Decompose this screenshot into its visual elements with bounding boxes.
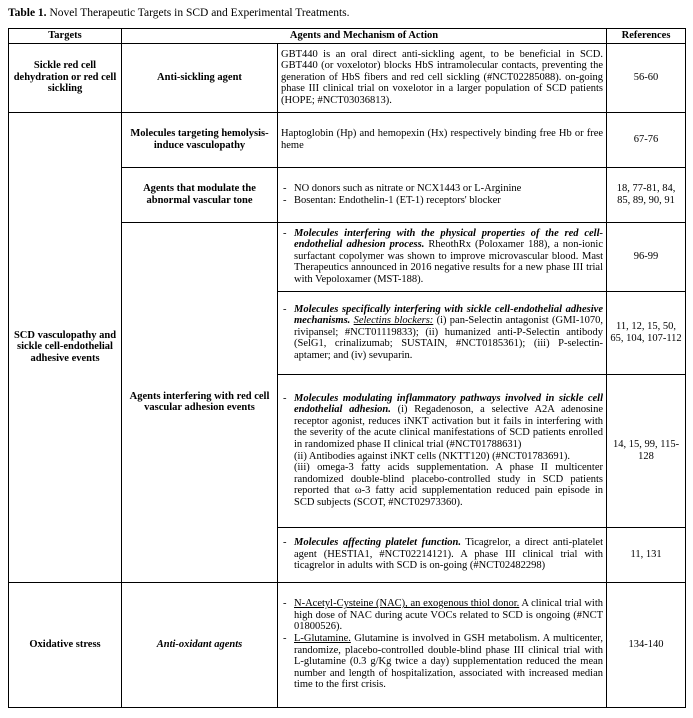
mechanism-lead: Molecules specifically interfering with sickle cell-endothelial adhesive mechanisms.	[294, 303, 604, 327]
list-dash: -	[283, 598, 287, 610]
references-cell: 56-60	[607, 43, 686, 112]
list-dash: -	[283, 392, 287, 404]
therapeutic-targets-table	[8, 28, 686, 708]
mechanism-cell	[278, 374, 607, 527]
references-cell: 134-140	[607, 582, 686, 707]
references-cell: 96-99	[607, 222, 686, 291]
list-dash: -	[283, 194, 287, 206]
mechanism-lead: N-Acetyl-Cysteine (NAC), an exogenous thiol donor.	[294, 598, 520, 610]
header-row	[9, 29, 686, 44]
mechanism-text: Glutamine is involved in GSH metabolism. A multicenter, randomize, placebo-controlled double-blind phase III clinical trial with L-glutamine (0.3 g/Kg twice a day) supplementation reduced the mean number and length of hospitalization, associated with increased median time to the first crisis.	[294, 633, 604, 691]
mechanism-cell	[278, 167, 607, 222]
list-item	[281, 195, 603, 207]
list-item-text: NO donors such as nitrate or NCX1443 or L-Arginine	[294, 183, 522, 194]
mechanism-lead: Molecules affecting platelet function.	[294, 537, 461, 549]
mechanism-cell	[278, 582, 607, 707]
list-item	[281, 393, 603, 509]
mechanism-text: (i) Regadenoson, a selective A2A adenosine receptor agonist, reduces iNKT activation but it fails in interfering with the severity of the acute clinical manifestations of SCD patients enrolled in randomized phase II clinical trial (#NCT01788631)	[294, 404, 604, 450]
table-row	[9, 582, 686, 707]
mechanism-text: A clinical trial with high dose of NAC during acute VOCs related to SCD is ongoing (#NCT 01800526).	[294, 598, 604, 633]
mechanism-text: (iii) omega-3 fatty acids supplementation. A phase II multicenter randomized double-blind placebo-controlled study in SCD patients reported that ω-3 fatty acid supplementation reduced pain episode in SCD subjects (SCOT, #NCT02973360).	[294, 462, 604, 508]
references-cell: 67-76	[607, 112, 686, 167]
list-item	[281, 183, 603, 195]
list-dash: -	[283, 633, 287, 644]
list-dash: -	[283, 303, 287, 315]
mechanism-lead: L-Glutamine.	[294, 633, 351, 644]
header-references: References	[607, 29, 686, 44]
table-caption	[8, 6, 350, 20]
mechanism-subhead: Selectins blockers:	[353, 315, 434, 327]
references-cell: 18, 77-81, 84, 85, 89, 90, 91	[607, 167, 686, 222]
list-item-text: Bosentan: Endothelin-1 (ET-1) receptors' blocker	[294, 194, 501, 206]
mechanism-cell	[278, 527, 607, 582]
mechanism-cell	[278, 222, 607, 291]
header-agents: Agents and Mechanism of Action	[122, 29, 607, 44]
mechanism-cell	[278, 291, 607, 374]
header-targets: Targets	[9, 29, 122, 44]
list-item	[281, 598, 603, 633]
references-cell: 11, 12, 15, 50, 65, 104, 107-112	[607, 291, 686, 374]
list-item	[281, 304, 603, 362]
list-dash: -	[283, 227, 287, 239]
mechanism-lead: Molecules interfering with the physical properties of the red cell-endothelial adhesion process.	[294, 227, 604, 251]
references-cell: 11, 131	[607, 527, 686, 582]
target-cell: Oxidative stress	[9, 582, 122, 707]
list-item	[281, 537, 603, 572]
agent-cell: Anti-oxidant agents	[122, 582, 278, 707]
mechanism-cell: GBT440 is an oral direct anti-sickling agent, to be beneficial in SCD. GBT440 (or voxelotor) blocks HbS intramolecular contacts, preventing the generation of HbS fibers and red cell sickling (#NCT02285088). on-going phase III clinical trial on voxelotor in a larger population of SCD patients (HOPE; #NCT03036813).	[278, 43, 607, 112]
mechanism-text: Ticagrelor, a direct anti-platelet agent (HESTIA1, #NCT02214121). A phase III clinical trial with ticagrelor in adults with SCD is on-going (#NCT02482298)	[294, 537, 604, 572]
mechanism-text: RheothRx (Poloxamer 188), a non-ionic surfactant copolymer was shown to improve microvascular blood. Mast Therapeutics announced in 2016 negative results for a new phase III trial with Vepoloxamer (MST-188).	[294, 239, 604, 285]
list-item	[281, 633, 603, 691]
agent-cell: Agents interfering with red cell vascular adhesion events	[122, 222, 278, 582]
list-dash: -	[283, 183, 287, 194]
list-dash: -	[283, 537, 287, 549]
table-row	[9, 43, 686, 112]
target-cell: SCD vasculopathy and sickle cell-endothelial adhesive events	[9, 112, 122, 582]
table-row	[9, 112, 686, 167]
mechanism-lead: Molecules modulating inflammatory pathways involved in sickle cell endothelial adhesion.	[294, 392, 604, 416]
list-item	[281, 228, 603, 286]
agent-cell: Agents that modulate the abnormal vascular tone	[122, 167, 278, 222]
target-cell: Sickle red cell dehydration or red cell sickling	[9, 43, 122, 112]
mechanism-cell: Haptoglobin (Hp) and hemopexin (Hx) respectively binding free Hb or free heme	[278, 112, 607, 167]
mechanism-text: (i) pan-Selectin antagonist (GMI-1070, rivipansel; #NCT01119833); (ii) humanized anti-P-Selectin antibody (SelG1, crinalizumab; SUSTAIN, #NCT0185361); (iii) P-selectin-aptamer; and (iv) sevuparin.	[294, 315, 604, 361]
caption-label: Table 1.	[8, 7, 47, 19]
agent-cell: Anti-sickling agent	[122, 43, 278, 112]
mechanism-text: (ii) Antibodies against iNKT cells (NKTT120) (#NCT01783691).	[294, 450, 570, 462]
caption-text: Novel Therapeutic Targets in SCD and Experimental Treatments.	[46, 7, 350, 19]
references-cell: 14, 15, 99, 115-128	[607, 374, 686, 527]
agent-cell: Molecules targeting hemolysis-induce vasculopathy	[122, 112, 278, 167]
